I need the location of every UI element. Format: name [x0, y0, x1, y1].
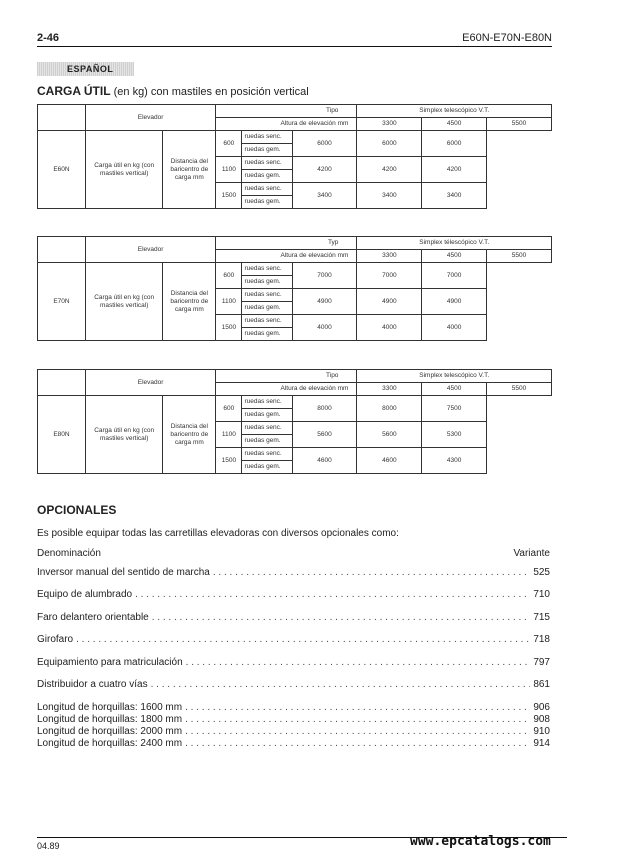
option-name: Inversor manual del sentido de marcha: [37, 567, 210, 578]
options-intro: Es posible equipar todas las carretillas elevadoras con diversos opcionales como:: [37, 528, 399, 539]
load-value: 5300: [422, 422, 487, 448]
load-table-e70n: [37, 236, 552, 341]
option-name: Longitud de horquillas: 2000 mm: [37, 726, 183, 737]
model-header: E60N-E70N-E80N: [462, 32, 552, 44]
option-name: Distribuidor a cuatro vías: [37, 679, 148, 690]
wheel-single: ruedas senc.: [242, 422, 292, 435]
height-value: 3300: [357, 383, 422, 396]
tipo-value: Simplex telescópico V.T.: [357, 370, 552, 383]
load-value: 6000: [357, 131, 422, 157]
option-variant: 797: [533, 657, 550, 668]
distancia-label: Distancia del baricentro de carga mm: [163, 263, 216, 341]
distance-value: 1100: [216, 422, 242, 448]
list-item: [37, 566, 550, 578]
wheel-single: ruedas senc.: [242, 396, 292, 409]
col-variant-header: Variante: [513, 548, 550, 559]
distance-value: 1500: [216, 183, 242, 209]
option-name: Longitud de horquillas: 1600 mm: [37, 702, 183, 713]
tipo-label: Tipo: [216, 370, 357, 383]
load-value: 4600: [357, 448, 422, 474]
option-variant: 525: [533, 567, 550, 578]
carga-label: Carga útil en kg (con mastiles vertical): [85, 396, 162, 474]
option-variant: 914: [533, 738, 550, 749]
load-table-e80n: [37, 369, 552, 474]
option-variant: 715: [533, 612, 550, 623]
distance-value: 1500: [216, 315, 242, 341]
option-variant: 710: [533, 589, 550, 600]
load-value: 8000: [357, 396, 422, 422]
wheel-single: ruedas senc.: [242, 289, 292, 302]
distancia-label: Distancia del baricentro de carga mm: [163, 131, 216, 209]
load-table-e60n: [37, 104, 552, 209]
model-label: E80N: [38, 396, 86, 474]
load-value: 4000: [422, 315, 487, 341]
altura-label: Altura de elevación mm: [216, 250, 357, 263]
list-item: [37, 701, 550, 713]
footer-date: 04.89: [37, 841, 60, 851]
list-item: [37, 725, 550, 737]
height-value: 3300: [357, 250, 422, 263]
wheel-twin: ruedas gem.: [242, 144, 292, 157]
distance-value: 1100: [216, 157, 242, 183]
load-value: 7000: [292, 263, 357, 289]
option-name: Girofaro: [37, 634, 74, 645]
option-name: Longitud de horquillas: 2400 mm: [37, 738, 183, 749]
options-title: OPCIONALES: [37, 503, 117, 517]
load-value: 4000: [357, 315, 422, 341]
distancia-label: Distancia del baricentro de carga mm: [163, 396, 216, 474]
load-value: 8000: [292, 396, 357, 422]
load-value: 4200: [357, 157, 422, 183]
wheel-twin: ruedas gem.: [242, 435, 292, 448]
options-header: [37, 548, 550, 559]
load-value: 4000: [292, 315, 357, 341]
section-title-rest: (en kg) con mastiles en posición vertical: [113, 86, 309, 98]
section-title-bold: CARGA ÚTIL: [37, 84, 111, 98]
list-item: [37, 713, 550, 725]
wheel-single: ruedas senc.: [242, 131, 292, 144]
watermark: www.epcatalogs.com: [410, 834, 551, 849]
wheel-single: ruedas senc.: [242, 315, 292, 328]
altura-label: Altura de elevación mm: [216, 118, 357, 131]
wheel-single: ruedas senc.: [242, 263, 292, 276]
height-value: 4500: [422, 118, 487, 131]
language-label: ESPAÑOL: [37, 62, 134, 76]
load-value: 3400: [292, 183, 357, 209]
wheel-single: ruedas senc.: [242, 448, 292, 461]
list-item: [37, 611, 550, 623]
load-value: 5600: [292, 422, 357, 448]
height-value: 5500: [487, 383, 552, 396]
wheel-twin: ruedas gem.: [242, 461, 292, 474]
load-value: 4600: [292, 448, 357, 474]
list-item: [37, 678, 550, 690]
distance-value: 600: [216, 263, 242, 289]
load-value: 7000: [422, 263, 487, 289]
distance-value: 1500: [216, 448, 242, 474]
load-value: 4900: [292, 289, 357, 315]
elevador-label: Elevador: [85, 105, 215, 131]
header-rule: [37, 46, 552, 47]
wheel-twin: ruedas gem.: [242, 328, 292, 341]
height-value: 4500: [422, 250, 487, 263]
height-value: 5500: [487, 118, 552, 131]
tipo-label: Tipo: [216, 105, 357, 118]
load-value: 4900: [422, 289, 487, 315]
section-title: [37, 84, 309, 98]
load-value: 4200: [292, 157, 357, 183]
page-number: 2-46: [37, 32, 60, 44]
option-variant: 906: [533, 702, 550, 713]
list-item: [37, 656, 550, 668]
wheel-single: ruedas senc.: [242, 183, 292, 196]
distance-value: 600: [216, 396, 242, 422]
list-item: [37, 737, 550, 749]
load-value: 3400: [422, 183, 487, 209]
carga-label: Carga útil en kg (con mastiles vertical): [85, 263, 162, 341]
model-label: E60N: [38, 131, 86, 209]
list-item: [37, 588, 550, 600]
load-value: 7000: [357, 263, 422, 289]
list-item: [37, 633, 550, 645]
distance-value: 1100: [216, 289, 242, 315]
altura-label: Altura de elevación mm: [216, 383, 357, 396]
distance-value: 600: [216, 131, 242, 157]
load-value: 4300: [422, 448, 487, 474]
option-variant: 908: [533, 714, 550, 725]
tipo-value: Simplex telescópico V.T.: [357, 105, 552, 118]
option-variant: 910: [533, 726, 550, 737]
height-value: 3300: [357, 118, 422, 131]
load-value: 7500: [422, 396, 487, 422]
load-value: 6000: [292, 131, 357, 157]
height-value: 4500: [422, 383, 487, 396]
wheel-twin: ruedas gem.: [242, 302, 292, 315]
option-variant: 718: [533, 634, 550, 645]
option-name: Faro delantero orientable: [37, 612, 149, 623]
wheel-twin: ruedas gem.: [242, 276, 292, 289]
tipo-label: Typ: [216, 237, 357, 250]
elevador-label: Elevador: [85, 237, 215, 263]
carga-label: Carga útil en kg (con mastiles vertical): [85, 131, 162, 209]
load-value: 3400: [357, 183, 422, 209]
option-name: Longitud de horquillas: 1800 mm: [37, 714, 183, 725]
col-name-header: Denominación: [37, 548, 101, 559]
option-variant: 861: [533, 679, 550, 690]
wheel-twin: ruedas gem.: [242, 196, 292, 209]
tipo-value: Simplex télescópico V.T.: [357, 237, 552, 250]
option-name: Equipo de alumbrado: [37, 589, 133, 600]
wheel-twin: ruedas gem.: [242, 409, 292, 422]
option-name: Equipamiento para matriculación: [37, 657, 183, 668]
elevador-label: Elevador: [85, 370, 215, 396]
load-value: 4900: [357, 289, 422, 315]
load-value: 6000: [422, 131, 487, 157]
height-value: 5500: [487, 250, 552, 263]
load-value: 5600: [357, 422, 422, 448]
model-label: E70N: [38, 263, 86, 341]
wheel-single: ruedas senc.: [242, 157, 292, 170]
load-value: 4200: [422, 157, 487, 183]
wheel-twin: ruedas gem.: [242, 170, 292, 183]
